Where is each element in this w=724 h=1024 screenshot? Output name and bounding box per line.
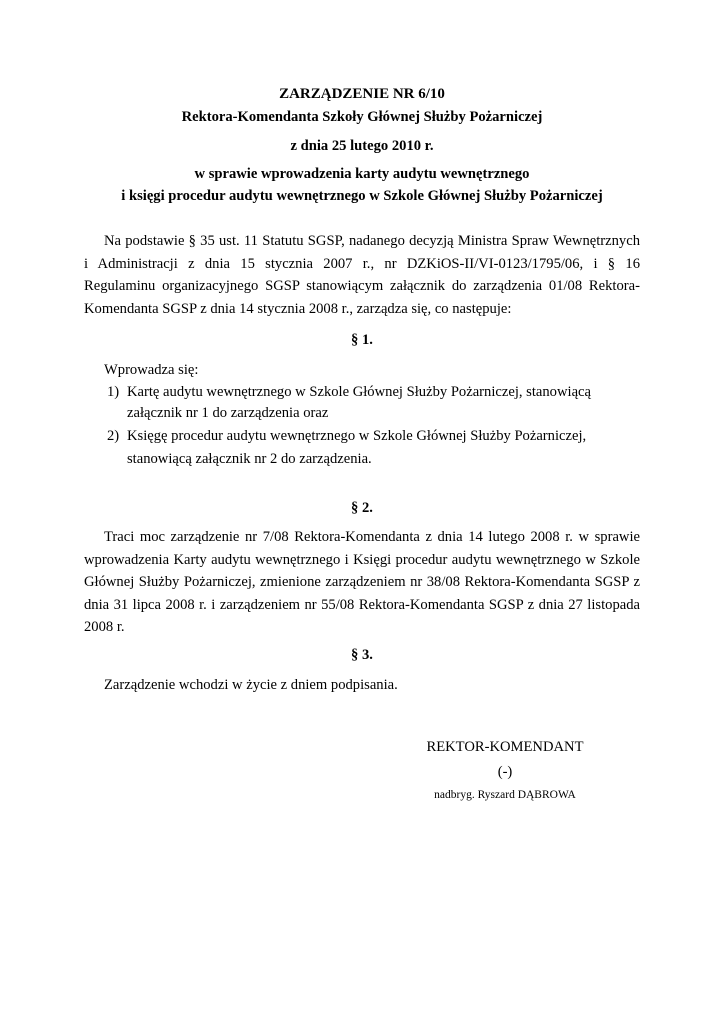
section-3-text: Zarządzenie wchodzi w życie z dniem podpisania. (104, 677, 398, 693)
signature-name: nadbryg. Ryszard DĄBROWA (434, 789, 576, 801)
document-subject-line1: w sprawie wprowadzenia karty audytu wewnętrznego (194, 166, 530, 182)
preamble-line: Regulaminu organizacyjnego SGSP stanowiącym załącznik do zarządzenia 01/08 Rektora- (84, 278, 640, 294)
section-2-paragraph (84, 526, 640, 639)
preamble-line: Komendanta SGSP z dnia 14 stycznia 2008 r., zarządza się, co następuje: (84, 300, 512, 317)
document-date: z dnia 25 lutego 2010 r. (290, 138, 434, 154)
list-item-number: 2) (107, 428, 120, 444)
section-2-heading: § 2. (351, 500, 373, 516)
document-subject-line2: i księgi procedur audytu wewnętrznego w Szkole Głównej Służby Pożarniczej (121, 188, 603, 204)
section-1-intro: Wprowadza się: (104, 362, 199, 378)
preamble-line: Na podstawie § 35 ust. 11 Statutu SGSP, nadanego decyzją Ministra Spraw Wewnętrznych (104, 233, 640, 249)
section-3-heading: § 3. (351, 647, 373, 663)
section-2-line: Traci moc zarządzenie nr 7/08 Rektora-Komendanta z dnia 14 lutego 2008 r. w sprawie (104, 529, 640, 545)
section-1-heading: § 1. (351, 332, 373, 348)
section-2-line: dnia 31 lipca 2008 r. i zarządzeniem nr 55/08 Rektora-Komendanta SGSP z dnia 27 listopada (84, 596, 640, 613)
document-issuer: Rektora-Komendanta Szkoły Głównej Służby Pożarniczej (181, 109, 543, 125)
section-2-line: 2008 r. (84, 619, 125, 635)
document-title: ZARZĄDZENIE NR 6/10 (279, 86, 445, 102)
list-item-text-line: Księgę procedur audytu wewnętrznego w Szkole Głównej Służby Pożarniczej, (127, 428, 587, 444)
list-item-number: 1) (107, 384, 120, 400)
list-item-text-line: Kartę audytu wewnętrznego w Szkole Głównej Służby Pożarniczej, stanowiącą (127, 384, 592, 400)
list-item-text-line: stanowiącą załącznik nr 2 do zarządzenia. (127, 451, 372, 467)
preamble-line: i Administracji z dnia 15 stycznia 2007 r., nr DZKiOS-II/VI-0123/1795/06, i § 16 (84, 255, 640, 272)
signature-mark: (-) (497, 764, 513, 780)
preamble-paragraph (84, 230, 640, 320)
list-item-text-line: załącznik nr 1 do zarządzenia oraz (127, 405, 329, 421)
section-2-line: Głównej Służby Pożarniczej, zmienione zarządzeniem nr 38/08 Rektora-Komendanta SGSP z (84, 574, 640, 590)
section-2-line: wprowadzenia Karty audytu wewnętrznego i Księgi procedur audytu wewnętrznego w Szkole (84, 551, 640, 568)
signature-position: REKTOR-KOMENDANT (426, 739, 584, 755)
